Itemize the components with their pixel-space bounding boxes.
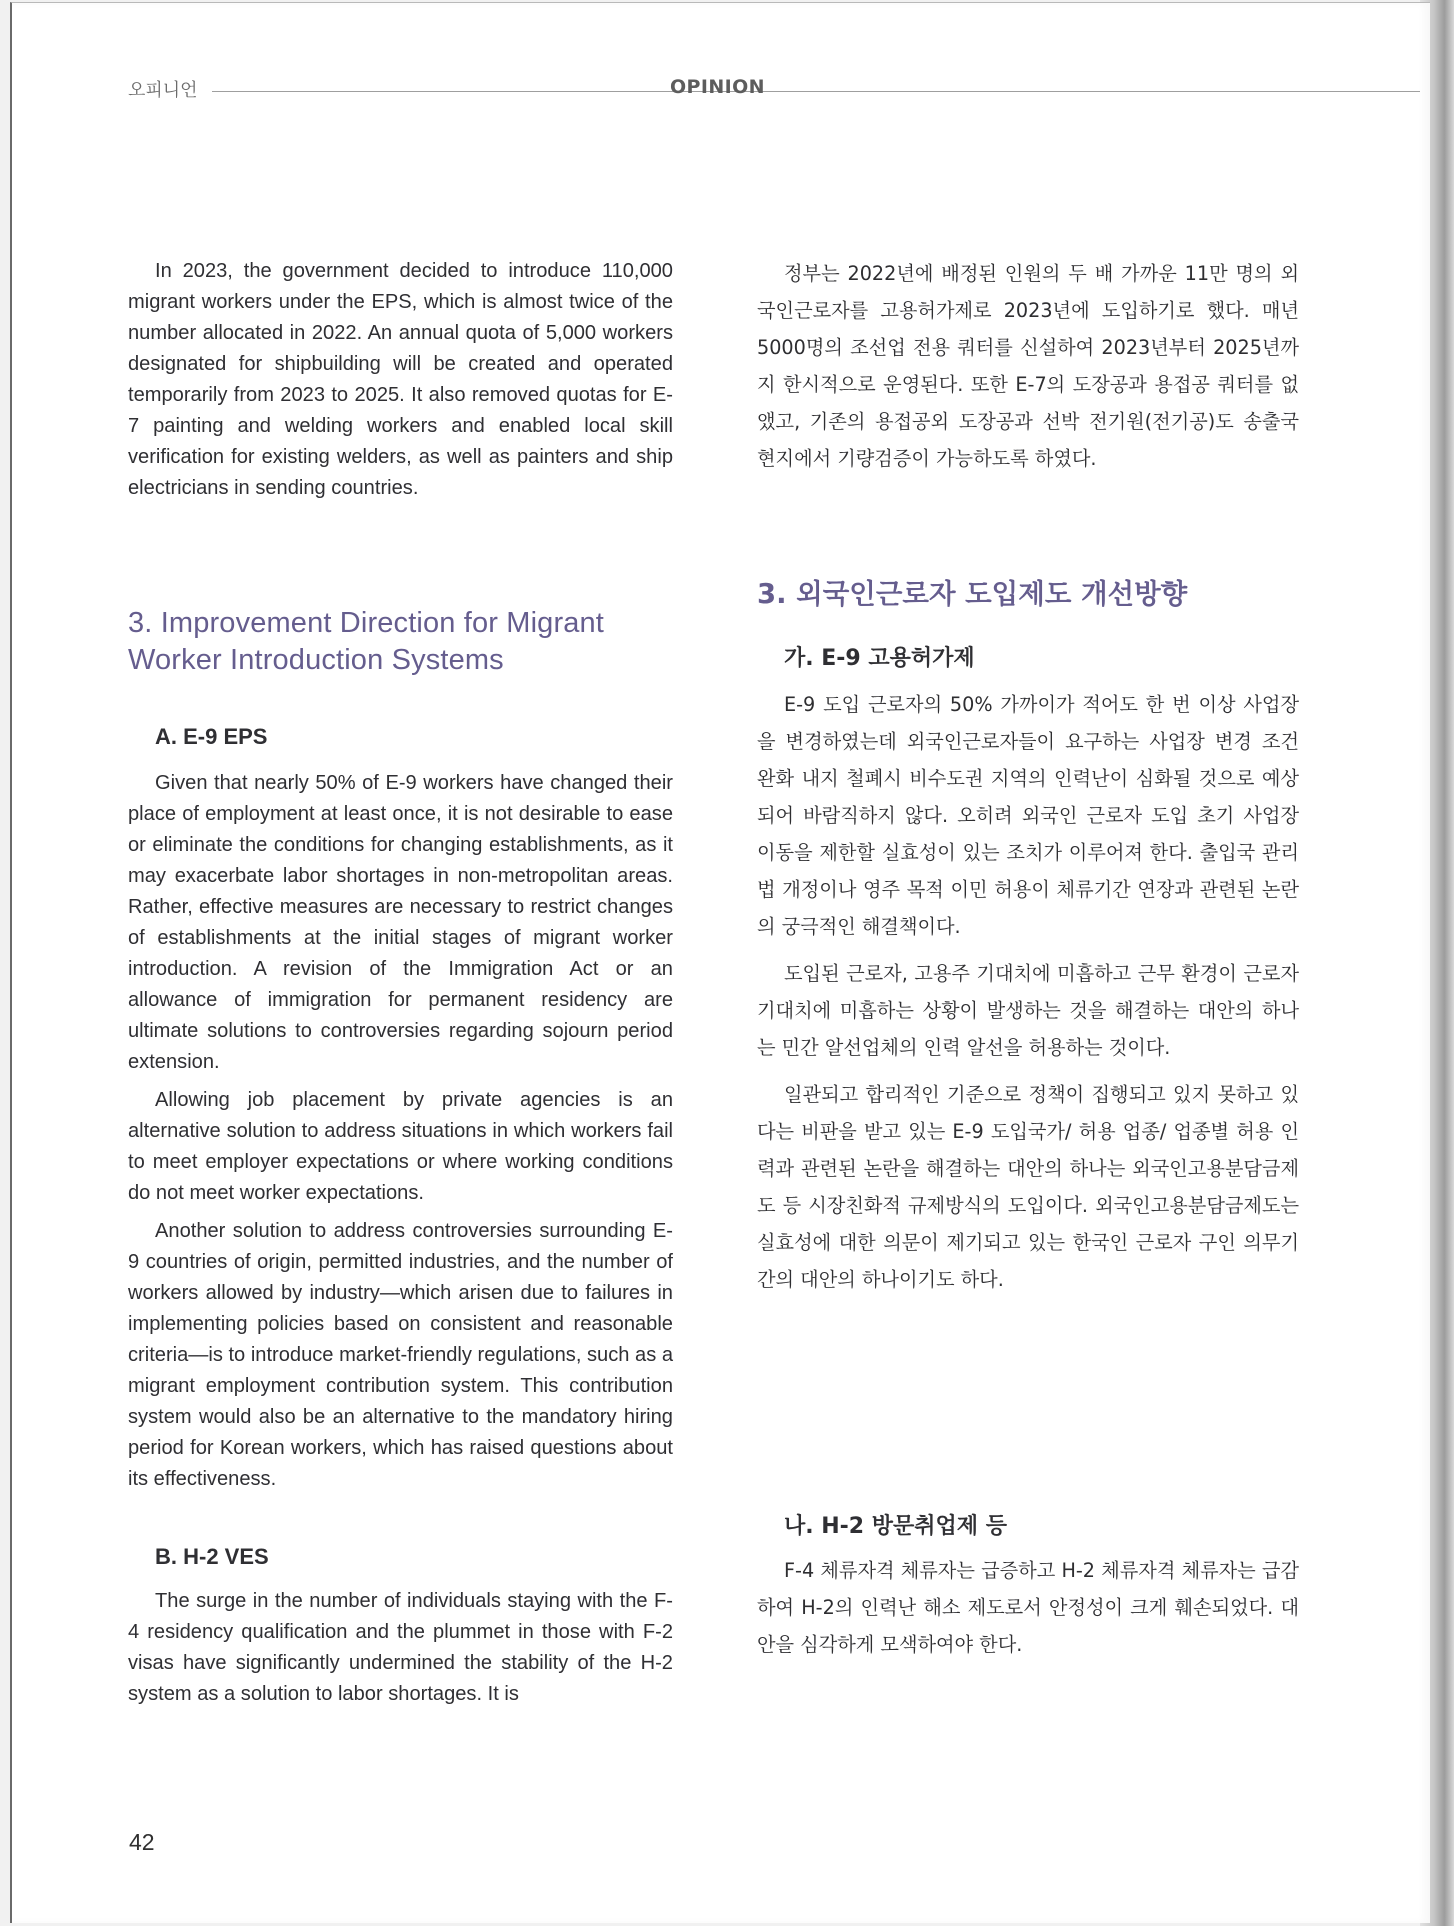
english-subsection-a-paragraph-2: Allowing job placement by private agencies is an alternative solution to address situations in which workers fail to meet employer expectations or where working conditions do not meet worker expectations. [128,1089,673,1204]
korean-subsection-a-paragraph-3: 일관되고 합리적인 기준으로 정책이 집행되고 있지 못하고 있다는 비판을 받고 있는 E-9 도입국가/ 허용 업종/ 업종별 허용 인력과 관련된 논란을 해결하는 대안의 하나는 외국인고용분담금제도 등 시장친화적 규제방식의 도입이다. 외국인고용분담금제도는 실효성에 대한 의문이 제기되고 있는 한국인 근로자 구인 의무기간의 대안의 하나이기도 하다. [757,1083,1299,1291]
english-subsection-a-paragraph-1: Given that nearly 50% of E-9 workers have changed their place of employment at least once, it is not desirable to ease or eliminate the conditions for changing establishments, as it may exacerbate labor shortages in non-metropolitan areas. Rather, effective measures are necessary to restrict changes of establishments at the initial stages of migrant worker introduction. A revision of the Immigration Act or an allowance of immigration for permanent residency are ultimate solutions to controversies regarding sojourn period extension. [128,772,673,1073]
english-subsection-b-gap [128,1502,673,1542]
page-number: 42 [129,1829,155,1855]
english-subsection-b-title: B. H-2 VES [155,1544,269,1569]
section-label-korean: 오피니언 [128,80,198,101]
english-section-gap [128,511,673,605]
korean-subsection-b-paragraph-gap [757,1542,1299,1552]
english-subsection-b-paragraph-1: The surge in the number of individuals staying with the F-4 residency qualification and the plummet in those with F-2 visas have significantly undermined the stability of the H-2 system as a solution to labor shortages. It is [128,1590,673,1705]
korean-section-gap [757,487,1299,576]
korean-subsection-a-paragraph-2: 도입된 근로자, 고용주 기대치에 미흡하고 근무 환경이 근로자 기대치에 미흡하는 상황이 발생하는 것을 해결하는 대안의 하나는 민간 알선업체의 인력 알선을 허용하는 것이다. [757,962,1299,1059]
korean-subsection-a-title: 가. E-9 고용허가제 [784,646,975,671]
english-subsection-a-paragraph-3: Another solution to address controversies surrounding E-9 countries of origin, permitted industries, and the number of workers allowed by industry—which arisen due to failures in implementing policies based on consistent and reasonable criteria—is to introduce market-friendly regulations, such as a migrant employment contribution system. This contribution system would also be an alternative to the mandatory hiring period for Korean workers, which has raised questions about its effectiveness. [128,1220,673,1490]
korean-subsection-a-paragraph-gap [757,674,1299,686]
english-subsection-a-gap [128,679,673,722]
korean-subsection-a-paragraph-1: E-9 도입 근로자의 50% 가까이가 적어도 한 번 이상 사업장을 변경하였는데 외국인근로자들이 요구하는 사업장 변경 조건 완화 내지 철폐시 비수도권 지역의 인력난이 심화될 것으로 예상되어 바람직하지 않다. 오히려 외국인 근로자 도입 초기 사업장 이동을 제한할 실효성이 있는 조치가 이루어져 한다. 출입국 관리법 개정이나 영주 목적 이민 허용이 체류기간 연장과 관련된 논란의 궁극적인 해결책이다. [757,693,1299,938]
english-section-title: 3. Improvement Direction for Migrant Worker Introduction Systems [128,607,605,676]
section-label-english: OPINION [670,76,765,98]
korean-intro-paragraph: 정부는 2022년에 배정된 인원의 두 배 가까운 11만 명의 외국인근로자를 고용허가제로 2023년에 도입하기로 했다. 매년 5000명의 조선업 전용 쿼터를 신설하여 2023년부터 2025년까지 한시적으로 운영된다. 또한 E-7의 도장공과 용접공 쿼터를 없앴고, 기존의 용접공외 도장공과 선박 전기원(전기공)도 송출국 현지에서 기량검증이 가능하도록 하였다. [757,262,1299,470]
korean-column [757,255,1299,1673]
korean-subsection-b-title: 나. H-2 방문취업제 등 [784,1514,1007,1539]
korean-section-title: 3. 외국인근로자 도입제도 개선방향 [757,578,1188,610]
english-subsection-a-paragraph-gap [128,752,673,768]
korean-subsection-b-gap [757,1308,1299,1512]
english-column [128,256,673,1717]
header-rule-right [768,91,1420,92]
english-subsection-a-title: A. E-9 EPS [155,724,268,749]
english-subsection-b-paragraph-gap [128,1572,673,1586]
english-intro-paragraph: In 2023, the government decided to introduce 110,000 migrant workers under the EPS, which is almost twice of the number allocated in 2022. An annual quota of 5,000 workers designated for shipbuilding will be created and operated temporarily from 2023 to 2025. It also removed quotas for E-7 painting and welding workers and enabled local skill verification for existing welders, as well as painters and ship electricians in sending countries. [128,260,673,499]
korean-subsection-b-paragraph-1: F-4 체류자격 체류자는 급증하고 H-2 체류자격 체류자는 급감하여 H-2의 인력난 해소 제도로서 안정성이 크게 훼손되었다. 대안을 심각하게 모색하여야 한다. [757,1559,1299,1656]
running-header [128,76,1420,106]
korean-subsection-a-gap [757,612,1299,644]
